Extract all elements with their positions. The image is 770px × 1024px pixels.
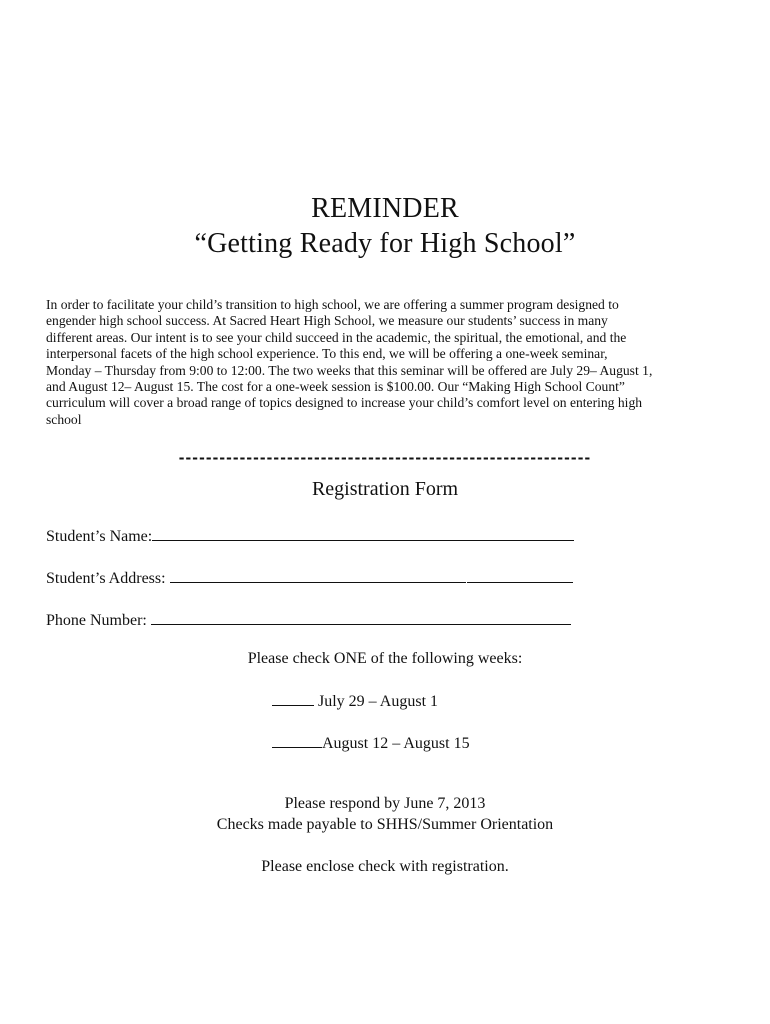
week-option-1[interactable]: [272, 690, 438, 712]
week-option-2[interactable]: [272, 732, 470, 754]
reminder-heading: REMINDER: [311, 193, 459, 224]
week-option-2-checkbox-blank[interactable]: [272, 732, 322, 748]
student-address-blank-extra[interactable]: [467, 567, 573, 583]
intro-paragraph: [46, 297, 736, 428]
week-instruction: Please check ONE of the following weeks:: [247, 650, 523, 667]
registration-form-title: Registration Form: [311, 478, 459, 500]
intro-line: different areas. Our intent is to see your child succeed in the academic, the spiritual, the emotional, and the: [46, 329, 627, 345]
intro-line: In order to facilitate your child’s transition to high school, we are offering a summer program designed to: [46, 297, 619, 312]
student-address-blank[interactable]: [170, 567, 466, 583]
checks-payable-text: Checks made payable to SHHS/Summer Orientation: [216, 816, 554, 833]
program-title: “Getting Ready for High School”: [194, 228, 576, 259]
enclose-check-text: Please enclose check with registration.: [261, 858, 509, 875]
week-option-1-label: July 29 – August 1: [318, 693, 439, 710]
respond-by-text: Please respond by June 7, 2013: [284, 795, 486, 812]
student-name-field[interactable]: [46, 525, 574, 547]
student-name-label: Student’s Name:: [46, 528, 153, 545]
intro-line: engender high school success. At Sacred Heart High School, we measure our students’ success in many: [46, 313, 608, 329]
intro-line: and August 12– August 15. The cost for a one-week session is $100.00. Our “Making High School Count”: [46, 379, 625, 395]
week-option-1-checkbox-blank[interactable]: [272, 690, 314, 706]
week-option-2-label: August 12 – August 15: [322, 735, 470, 752]
intro-line: school: [46, 411, 82, 427]
intro-line: interpersonal facets of the high school experience. To this end, we will be offering a one-week seminar,: [46, 346, 608, 362]
phone-number-blank[interactable]: [151, 609, 571, 625]
student-address-label: Student’s Address:: [46, 570, 166, 587]
intro-line: Monday – Thursday from 9:00 to 12:00. The two weeks that this seminar will be offered are July 29– August 1,: [46, 362, 653, 378]
student-address-field[interactable]: [46, 567, 573, 589]
intro-line: curriculum will cover a broad range of topics designed to increase your child’s comfort level on entering high: [46, 395, 643, 411]
phone-number-field[interactable]: [46, 609, 571, 631]
phone-number-label: Phone Number:: [46, 612, 147, 629]
student-name-blank[interactable]: [152, 525, 574, 541]
cut-line-divider: -------------------------------------------------------------: [178, 448, 592, 467]
